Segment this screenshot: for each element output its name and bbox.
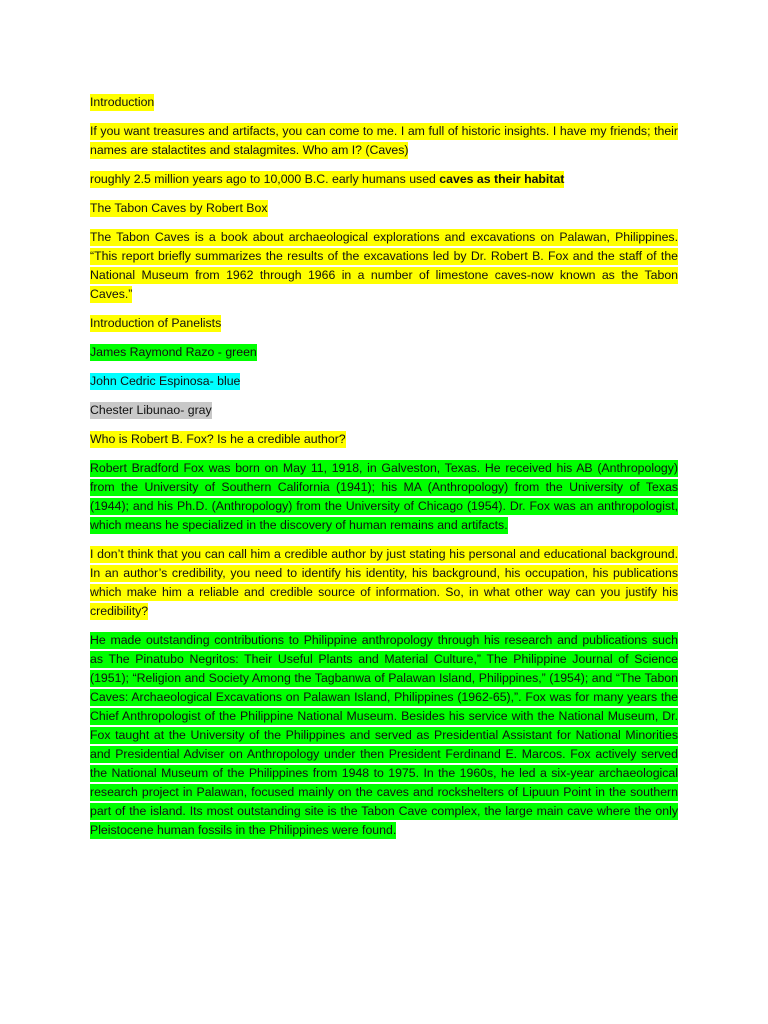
book-title-text: The Tabon Caves by Robert Box <box>90 201 268 215</box>
heading-introduction-text: Introduction <box>90 95 155 109</box>
credibility-question <box>90 430 678 449</box>
book-title-paragraph <box>90 199 678 218</box>
habitat-plain-text: roughly 2.5 million years ago to 10,000 B.C. early humans used <box>90 172 440 186</box>
credibility-critique-paragraph <box>90 545 678 621</box>
riddle-text: If you want treasures and artifacts, you can come to me. I am full of historic insights. I have my friends; their names are stalactites and stalagmites. Who am I? (Caves) <box>90 124 678 157</box>
panelist-blue <box>90 372 678 391</box>
book-summary-paragraph <box>90 228 678 304</box>
book-summary-text: The Tabon Caves is a book about archaeological explorations and excavations on Palawan, Philippines. “This report briefly summarizes the results of the excavations led by Dr. Robert B. Fox and the staff of the National Museum from 1962 through 1966 in a number of limestone caves-now known as the Tabon Caves.” <box>90 230 678 301</box>
panelist-green <box>90 343 678 362</box>
riddle-paragraph <box>90 122 678 160</box>
panelist-green-text: James Raymond Razo - green <box>90 345 257 359</box>
heading-introduction <box>90 93 678 112</box>
credibility-question-text: Who is Robert B. Fox? Is he a credible author? <box>90 432 346 446</box>
document-page <box>90 93 678 850</box>
panelist-gray-text: Chester Libunao- gray <box>90 403 212 417</box>
panelists-heading-text: Introduction of Panelists <box>90 316 222 330</box>
fox-contributions-paragraph <box>90 631 678 840</box>
panelists-heading <box>90 314 678 333</box>
panelist-blue-text: John Cedric Espinosa- blue <box>90 374 241 388</box>
fox-biography-text: Robert Bradford Fox was born on May 11, 1918, in Galveston, Texas. He received his AB (Anthropology) from the University of Southern California (1941); his MA (Anthropology) from the University of Texas (1944); and his Ph.D. (Anthropology) from the University of Chicago (1954). Dr. Fox was an anthropologist, which means he specialized in the discovery of human remains and artifacts. <box>90 461 678 532</box>
habitat-paragraph <box>90 170 678 189</box>
habitat-text <box>90 171 564 188</box>
habitat-bold-text: caves as their habitat <box>439 172 565 186</box>
credibility-critique-text: I don’t think that you can call him a credible author by just stating his personal and educational background. In an author’s credibility, you need to identify his identity, his background, his occupation, his publications which make him a reliable and credible source of information. So, in what other way can you justify his credibility? <box>90 547 678 618</box>
fox-contributions-text: He made outstanding contributions to Philippine anthropology through his research and publications such as The Pinatubo Negritos: Their Useful Plants and Material Culture,” The Philippine Journal of Science (1951); “Religion and Society Among the Tagbanwa of Palawan Island, Philippines,” (1954); and “The Tabon Caves: Archaeological Excavations on Palawan Island, Philippines (1962-65),”. Fox was for many years the Chief Anthropologist of the Philippine National Museum. Besides his service with the National Museum, Dr. Fox taught at the University of the Philippines and served as Presidential Assistant for National Minorities and Presidential Adviser on Anthropology under then President Ferdinand E. Marcos. Fox actively served the National Museum of the Philippines from 1948 to 1975. In the 1960s, he led a six-year archaeological research project in Palawan, focused mainly on the caves and rockshelters of Lipuun Point in the southern part of the island. Its most outstanding site is the Tabon Cave complex, the large main cave where the only Pleistocene human fossils in the Philippines were found. <box>90 633 678 837</box>
fox-biography-paragraph <box>90 459 678 535</box>
panelist-gray <box>90 401 678 420</box>
